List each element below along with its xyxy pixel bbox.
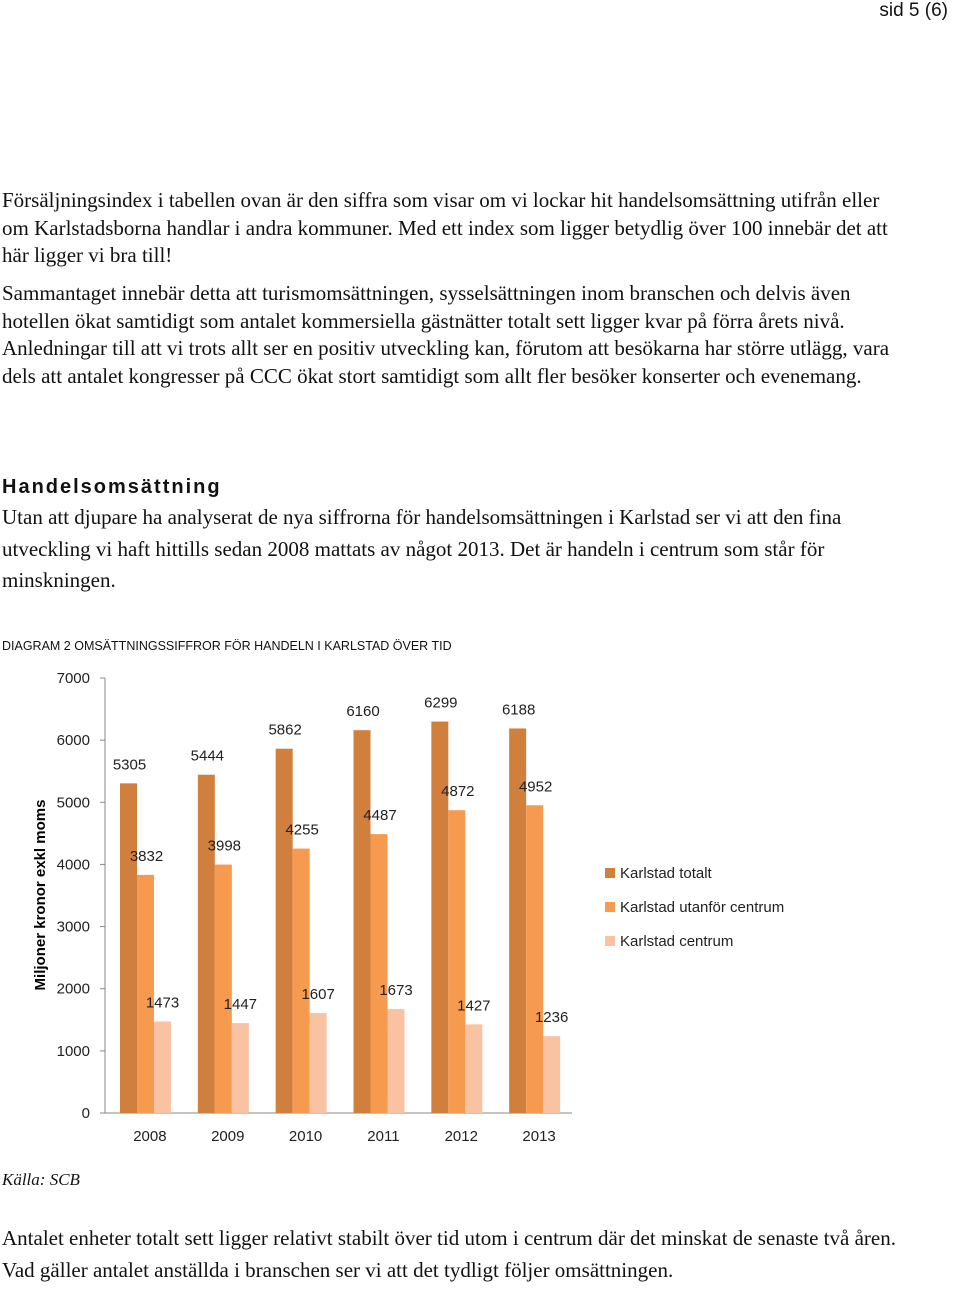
bar-chart bbox=[0, 660, 960, 1160]
legend-swatch bbox=[605, 902, 615, 912]
bar-1-2012 bbox=[448, 810, 465, 1113]
closing-paragraph: Antalet enheter totalt sett ligger relativt stabilt över tid utom i centrum där det minskat de senaste två åren. Vad gäller antalet anställda i branschen ser vi att det tydligt följer omsättningen. bbox=[2, 1226, 896, 1282]
data-label: 6188 bbox=[501, 701, 536, 719]
data-label: 5305 bbox=[112, 756, 147, 774]
data-label: 1607 bbox=[301, 986, 335, 1004]
y-axis-label-group bbox=[32, 800, 49, 991]
summary-paragraph: Sammantaget innebär detta att turismomsättningen, sysselsättningen inom branschen och delvis även hotellen ökat samtidigt som antalet kommersiella gästnätter totalt sett ligger kvar på förra årets nivå. Anledningar till att vi trots allt ser en positiv utveckling kan, förutom att besökarna har större utlägg, vara dels att antalet kongresser på CCC ökat stort samtidigt som allt fler besöker konserter och evenemang. bbox=[2, 281, 890, 388]
data-label: 3832 bbox=[129, 847, 164, 865]
data-label: 1427 bbox=[457, 997, 491, 1015]
data-label: 1673 bbox=[379, 982, 413, 1000]
bar-0-2008 bbox=[120, 783, 137, 1113]
bar-2-2011 bbox=[388, 1009, 405, 1113]
legend-label: Karlstad utanför centrum bbox=[620, 899, 785, 916]
legend-label: Karlstad centrum bbox=[620, 933, 734, 950]
bar-2-2008 bbox=[154, 1021, 171, 1113]
data-label: 4255 bbox=[285, 821, 319, 839]
diagram-caption: DIAGRAM 2 OMSÄTTNINGSSIFFROR FÖR HANDELN I KARLSTAD ÖVER TID bbox=[2, 639, 452, 653]
data-label: 3998 bbox=[207, 837, 242, 855]
bar-0-2012 bbox=[431, 722, 448, 1113]
source-note: Källa: SCB bbox=[2, 1170, 80, 1189]
bar-0-2010 bbox=[276, 749, 293, 1113]
y-tick-label: 6000 bbox=[56, 732, 90, 750]
legend-swatch bbox=[605, 868, 615, 878]
data-label: 1473 bbox=[145, 994, 180, 1012]
y-tick-label: 4000 bbox=[56, 856, 90, 874]
page-number: sid 5 (6) bbox=[879, 0, 948, 21]
x-tick-label: 2013 bbox=[522, 1128, 556, 1145]
data-label: 4952 bbox=[518, 778, 553, 796]
bar-0-2011 bbox=[354, 730, 371, 1113]
bar-1-2011 bbox=[371, 834, 388, 1113]
data-label: 1447 bbox=[223, 996, 258, 1014]
y-tick-label: 1000 bbox=[56, 1042, 90, 1060]
data-label: 6160 bbox=[346, 703, 380, 721]
intro-paragraph: Försäljningsindex i tabellen ovan är den siffra som visar om vi lockar hit handelsomsättning utifrån eller om Karlstadsborna handlar i andra kommuner. Med ett index som ligger betydlig över 100 innebär det att här ligger vi bra till! bbox=[2, 188, 888, 267]
data-labels bbox=[113, 695, 569, 1027]
section-heading: Handelsomsättning bbox=[2, 476, 222, 498]
legend bbox=[605, 865, 784, 950]
y-tick-labels bbox=[57, 670, 90, 1122]
data-label: 1236 bbox=[534, 1009, 569, 1027]
y-tick-label: 0 bbox=[81, 1105, 90, 1122]
bar-2-2012 bbox=[465, 1024, 482, 1113]
y-tick-label: 5000 bbox=[56, 794, 90, 812]
data-label: 5862 bbox=[268, 721, 302, 739]
bar-1-2013 bbox=[526, 805, 543, 1113]
legend-label: Karlstad totalt bbox=[620, 865, 712, 882]
bars bbox=[120, 722, 560, 1113]
bar-1-2009 bbox=[215, 865, 232, 1113]
x-tick-labels bbox=[133, 1128, 556, 1145]
bar-2-2010 bbox=[310, 1013, 327, 1113]
y-tick-label: 3000 bbox=[56, 918, 90, 936]
x-tick-label: 2012 bbox=[444, 1128, 478, 1145]
data-label: 4487 bbox=[363, 807, 397, 825]
bar-1-2010 bbox=[293, 849, 310, 1113]
y-tick-label: 2000 bbox=[56, 980, 90, 998]
x-tick-label: 2010 bbox=[288, 1128, 323, 1145]
x-tick-label: 2011 bbox=[367, 1128, 400, 1145]
data-label: 4872 bbox=[441, 783, 475, 801]
y-tick-label: 7000 bbox=[56, 670, 90, 687]
bar-2-2013 bbox=[543, 1036, 560, 1113]
bar-0-2009 bbox=[198, 775, 215, 1113]
x-tick-label: 2008 bbox=[133, 1128, 167, 1145]
data-label: 6299 bbox=[424, 694, 458, 712]
data-label: 5444 bbox=[190, 747, 225, 765]
legend-swatch bbox=[605, 936, 615, 946]
y-axis-label: Miljoner kronor exkl moms bbox=[32, 799, 49, 991]
x-tick-label: 2009 bbox=[211, 1128, 245, 1145]
bar-2-2009 bbox=[232, 1023, 249, 1113]
trade-paragraph: Utan att djupare ha analyserat de nya siffrorna för handelsomsättningen i Karlstad ser vi att den fina utveckling vi haft hittills sedan 2008 mattats av något 2013. Det är handeln i centrum som står för minskningen. bbox=[2, 505, 842, 592]
